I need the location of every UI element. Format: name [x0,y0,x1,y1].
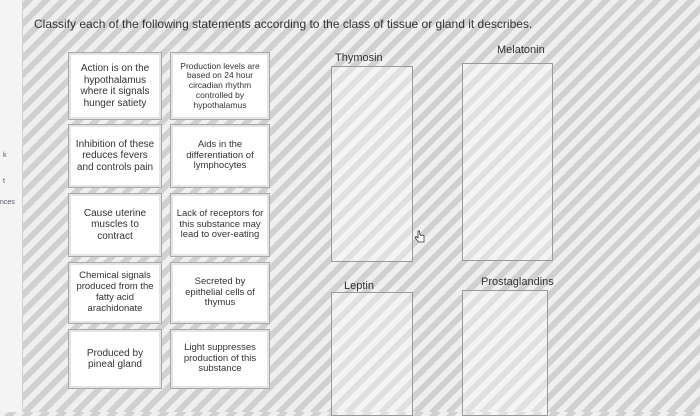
statement-text: Cause uterine muscles to contract [83,207,147,242]
statement-text: Light suppresses production of this substance [183,341,257,375]
statement-card[interactable] [68,52,162,120]
statement-card[interactable] [68,262,162,324]
hand-cursor-icon [414,230,426,244]
sidebar-fragment-2: t [3,178,5,185]
zone-label-thymosin: Thymosin [335,52,383,64]
drop-zone-melatonin[interactable] [462,63,553,261]
statement-card[interactable] [68,329,162,389]
statement-text: Produced by pineal gland [86,347,144,370]
statement-text: Chemical signals produced from the fatty acid arachidonate [76,270,154,314]
sidebar-fragment-3: nces [0,199,15,206]
statement-text: Lack of receptors for this substance may lead to over-eating [176,207,264,241]
zone-label-leptin: Leptin [344,280,374,292]
statement-text: Production levels are based on 24 hour circadian rhythm controlled by hypothalamus [180,60,260,110]
statement-card[interactable] [170,329,270,389]
drop-zone-leptin[interactable] [331,292,413,416]
statement-text: Aids in the differentiation of lymphocytes [186,138,254,172]
statement-card[interactable] [68,193,162,257]
statement-card[interactable] [170,52,270,120]
left-sidebar-edge [0,0,23,412]
zone-label-prostaglandins: Prostaglandins [481,276,554,288]
drop-zone-prostaglandins[interactable] [462,290,548,416]
sidebar-fragment-1: k [3,152,7,159]
drop-zone-thymosin[interactable] [331,66,413,262]
instruction-text: Classify each of the following statements according to the class of tissue or gland it describes. [34,17,533,31]
statement-card[interactable] [170,193,270,257]
statement-card[interactable] [170,262,270,324]
statement-text: Secreted by epithelial cells of thymus [185,275,255,309]
zone-label-melatonin: Melatonin [497,44,545,56]
statement-card[interactable] [68,124,162,188]
statement-card[interactable] [170,124,270,188]
statement-text: Action is on the hypothalamus where it signals hunger satiety [80,63,150,109]
statement-text: Inhibition of these reduces fevers and controls pain [75,138,155,173]
